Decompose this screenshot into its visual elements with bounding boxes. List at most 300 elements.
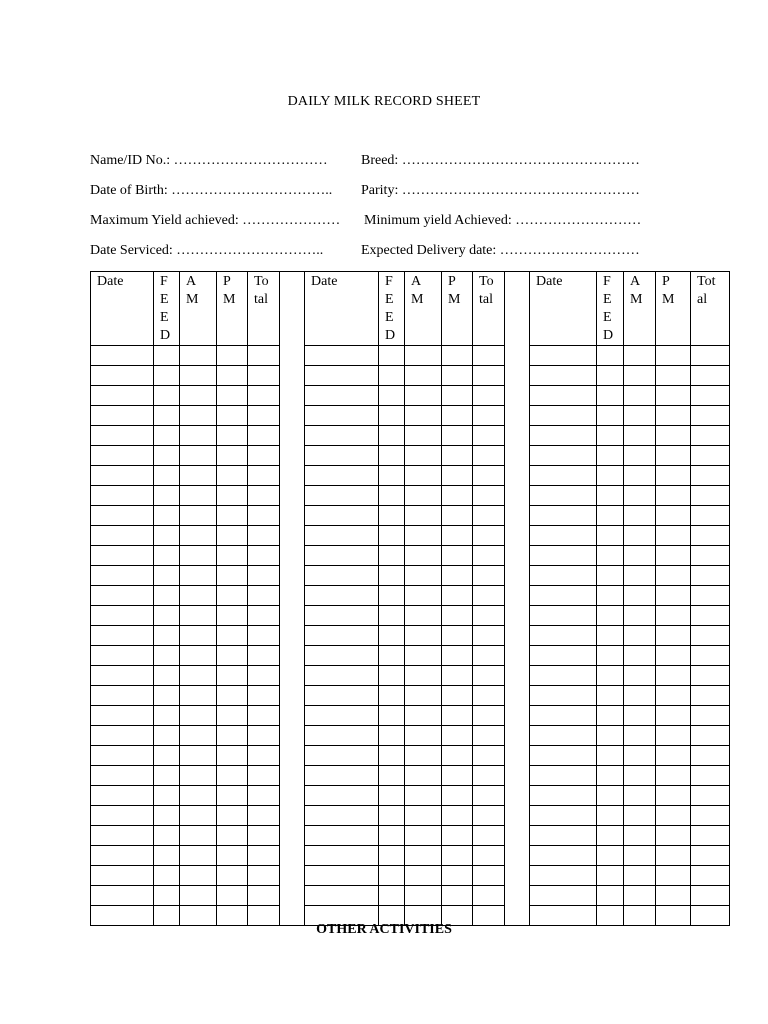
table-cell[interactable] <box>217 446 248 466</box>
table-cell[interactable] <box>442 486 473 506</box>
table-cell[interactable] <box>530 586 597 606</box>
table-cell[interactable] <box>180 686 217 706</box>
table-cell[interactable] <box>91 886 154 906</box>
table-cell[interactable] <box>217 466 248 486</box>
table-cell[interactable] <box>442 666 473 686</box>
table-cell[interactable] <box>597 366 624 386</box>
table-cell[interactable] <box>473 506 505 526</box>
table-cell[interactable] <box>91 646 154 666</box>
table-cell[interactable] <box>656 446 691 466</box>
table-cell[interactable] <box>624 646 656 666</box>
table-cell[interactable] <box>597 346 624 366</box>
table-cell[interactable] <box>473 706 505 726</box>
table-cell[interactable] <box>691 506 730 526</box>
table-cell[interactable] <box>442 886 473 906</box>
table-cell[interactable] <box>405 626 442 646</box>
table-cell[interactable] <box>379 786 405 806</box>
table-cell[interactable] <box>624 826 656 846</box>
table-cell[interactable] <box>530 606 597 626</box>
table-cell[interactable] <box>379 586 405 606</box>
table-cell[interactable] <box>473 446 505 466</box>
table-cell[interactable] <box>442 426 473 446</box>
table-cell[interactable] <box>217 766 248 786</box>
table-cell[interactable] <box>248 706 280 726</box>
table-cell[interactable] <box>442 746 473 766</box>
table-cell[interactable] <box>442 466 473 486</box>
table-cell[interactable] <box>530 366 597 386</box>
table-cell[interactable] <box>305 606 379 626</box>
table-cell[interactable] <box>597 786 624 806</box>
table-cell[interactable] <box>530 686 597 706</box>
table-cell[interactable] <box>180 706 217 726</box>
table-cell[interactable] <box>154 686 180 706</box>
table-cell[interactable] <box>305 486 379 506</box>
table-cell[interactable] <box>180 626 217 646</box>
table-cell[interactable] <box>180 886 217 906</box>
table-cell[interactable] <box>442 546 473 566</box>
table-cell[interactable] <box>180 726 217 746</box>
table-cell[interactable] <box>305 686 379 706</box>
table-cell[interactable] <box>180 806 217 826</box>
table-cell[interactable] <box>248 846 280 866</box>
table-cell[interactable] <box>217 646 248 666</box>
table-cell[interactable] <box>530 746 597 766</box>
table-cell[interactable] <box>305 526 379 546</box>
table-cell[interactable] <box>405 706 442 726</box>
table-cell[interactable] <box>473 646 505 666</box>
table-cell[interactable] <box>656 486 691 506</box>
table-cell[interactable] <box>154 366 180 386</box>
table-cell[interactable] <box>691 746 730 766</box>
table-cell[interactable] <box>248 886 280 906</box>
table-cell[interactable] <box>305 746 379 766</box>
table-cell[interactable] <box>217 606 248 626</box>
table-cell[interactable] <box>530 626 597 646</box>
table-cell[interactable] <box>442 766 473 786</box>
table-cell[interactable] <box>656 766 691 786</box>
minimum-yield-field[interactable]: Minimum yield Achieved: ……………………… <box>364 213 642 228</box>
table-cell[interactable] <box>248 466 280 486</box>
table-cell[interactable] <box>442 686 473 706</box>
table-cell[interactable] <box>530 846 597 866</box>
table-cell[interactable] <box>691 786 730 806</box>
table-cell[interactable] <box>180 506 217 526</box>
table-cell[interactable] <box>691 406 730 426</box>
table-cell[interactable] <box>530 466 597 486</box>
table-cell[interactable] <box>405 346 442 366</box>
table-cell[interactable] <box>305 646 379 666</box>
table-cell[interactable] <box>305 506 379 526</box>
table-cell[interactable] <box>442 806 473 826</box>
table-cell[interactable] <box>154 546 180 566</box>
table-cell[interactable] <box>442 346 473 366</box>
table-cell[interactable] <box>91 866 154 886</box>
table-cell[interactable] <box>180 586 217 606</box>
table-cell[interactable] <box>624 546 656 566</box>
table-cell[interactable] <box>217 486 248 506</box>
table-cell[interactable] <box>442 626 473 646</box>
table-cell[interactable] <box>691 626 730 646</box>
table-cell[interactable] <box>473 806 505 826</box>
table-cell[interactable] <box>180 486 217 506</box>
table-cell[interactable] <box>91 706 154 726</box>
date-of-birth-field[interactable]: Date of Birth: …………………………….. <box>90 183 333 198</box>
table-cell[interactable] <box>217 806 248 826</box>
table-cell[interactable] <box>405 526 442 546</box>
table-cell[interactable] <box>473 826 505 846</box>
table-cell[interactable] <box>473 846 505 866</box>
table-cell[interactable] <box>405 726 442 746</box>
table-cell[interactable] <box>305 366 379 386</box>
table-cell[interactable] <box>473 686 505 706</box>
table-cell[interactable] <box>442 826 473 846</box>
table-cell[interactable] <box>305 866 379 886</box>
table-cell[interactable] <box>691 886 730 906</box>
table-cell[interactable] <box>691 686 730 706</box>
table-cell[interactable] <box>691 866 730 886</box>
table-cell[interactable] <box>405 886 442 906</box>
table-cell[interactable] <box>180 346 217 366</box>
table-cell[interactable] <box>656 466 691 486</box>
table-cell[interactable] <box>530 386 597 406</box>
table-cell[interactable] <box>530 526 597 546</box>
table-cell[interactable] <box>597 606 624 626</box>
table-cell[interactable] <box>180 866 217 886</box>
table-cell[interactable] <box>379 646 405 666</box>
table-cell[interactable] <box>656 826 691 846</box>
table-cell[interactable] <box>154 426 180 446</box>
table-cell[interactable] <box>530 406 597 426</box>
table-cell[interactable] <box>248 586 280 606</box>
table-cell[interactable] <box>379 366 405 386</box>
table-cell[interactable] <box>597 726 624 746</box>
table-cell[interactable] <box>473 886 505 906</box>
table-cell[interactable] <box>154 826 180 846</box>
table-cell[interactable] <box>691 666 730 686</box>
table-cell[interactable] <box>217 546 248 566</box>
table-cell[interactable] <box>248 526 280 546</box>
table-cell[interactable] <box>217 506 248 526</box>
table-cell[interactable] <box>597 886 624 906</box>
table-cell[interactable] <box>691 826 730 846</box>
table-cell[interactable] <box>691 726 730 746</box>
table-cell[interactable] <box>656 806 691 826</box>
table-cell[interactable] <box>154 506 180 526</box>
table-cell[interactable] <box>656 846 691 866</box>
table-cell[interactable] <box>597 666 624 686</box>
table-cell[interactable] <box>305 766 379 786</box>
table-cell[interactable] <box>91 346 154 366</box>
table-cell[interactable] <box>624 866 656 886</box>
table-cell[interactable] <box>405 486 442 506</box>
table-cell[interactable] <box>217 886 248 906</box>
table-cell[interactable] <box>597 486 624 506</box>
table-cell[interactable] <box>656 646 691 666</box>
table-cell[interactable] <box>91 586 154 606</box>
table-cell[interactable] <box>530 806 597 826</box>
table-cell[interactable] <box>91 466 154 486</box>
table-cell[interactable] <box>217 406 248 426</box>
table-cell[interactable] <box>624 786 656 806</box>
table-cell[interactable] <box>305 806 379 826</box>
table-cell[interactable] <box>154 346 180 366</box>
table-cell[interactable] <box>154 526 180 546</box>
table-cell[interactable] <box>442 606 473 626</box>
table-cell[interactable] <box>405 586 442 606</box>
table-cell[interactable] <box>379 466 405 486</box>
table-cell[interactable] <box>656 746 691 766</box>
table-cell[interactable] <box>379 526 405 546</box>
table-cell[interactable] <box>473 406 505 426</box>
table-cell[interactable] <box>597 386 624 406</box>
table-cell[interactable] <box>217 786 248 806</box>
table-cell[interactable] <box>656 626 691 646</box>
table-cell[interactable] <box>473 526 505 546</box>
table-cell[interactable] <box>248 866 280 886</box>
table-cell[interactable] <box>442 566 473 586</box>
table-cell[interactable] <box>530 566 597 586</box>
table-cell[interactable] <box>180 546 217 566</box>
table-cell[interactable] <box>530 506 597 526</box>
table-cell[interactable] <box>154 406 180 426</box>
table-cell[interactable] <box>473 866 505 886</box>
table-cell[interactable] <box>154 446 180 466</box>
table-cell[interactable] <box>379 726 405 746</box>
table-cell[interactable] <box>305 406 379 426</box>
table-cell[interactable] <box>248 746 280 766</box>
table-cell[interactable] <box>442 846 473 866</box>
parity-field[interactable]: Parity: …………………………………………… <box>361 183 640 198</box>
table-cell[interactable] <box>379 886 405 906</box>
table-cell[interactable] <box>91 386 154 406</box>
table-cell[interactable] <box>180 666 217 686</box>
table-cell[interactable] <box>530 866 597 886</box>
table-cell[interactable] <box>379 706 405 726</box>
table-cell[interactable] <box>305 706 379 726</box>
table-cell[interactable] <box>405 546 442 566</box>
table-cell[interactable] <box>180 646 217 666</box>
table-cell[interactable] <box>305 386 379 406</box>
table-cell[interactable] <box>305 586 379 606</box>
table-cell[interactable] <box>597 626 624 646</box>
table-cell[interactable] <box>217 666 248 686</box>
table-cell[interactable] <box>248 606 280 626</box>
table-cell[interactable] <box>217 626 248 646</box>
table-cell[interactable] <box>656 346 691 366</box>
table-cell[interactable] <box>597 686 624 706</box>
table-cell[interactable] <box>691 586 730 606</box>
table-cell[interactable] <box>405 446 442 466</box>
table-cell[interactable] <box>691 486 730 506</box>
table-cell[interactable] <box>305 886 379 906</box>
table-cell[interactable] <box>154 566 180 586</box>
table-cell[interactable] <box>379 626 405 646</box>
table-cell[interactable] <box>442 406 473 426</box>
table-cell[interactable] <box>180 786 217 806</box>
table-cell[interactable] <box>154 786 180 806</box>
table-cell[interactable] <box>624 466 656 486</box>
table-cell[interactable] <box>624 346 656 366</box>
table-cell[interactable] <box>473 346 505 366</box>
table-cell[interactable] <box>91 486 154 506</box>
table-cell[interactable] <box>180 566 217 586</box>
table-cell[interactable] <box>530 546 597 566</box>
table-cell[interactable] <box>379 666 405 686</box>
table-cell[interactable] <box>473 466 505 486</box>
table-cell[interactable] <box>473 766 505 786</box>
table-cell[interactable] <box>656 526 691 546</box>
table-cell[interactable] <box>473 586 505 606</box>
table-cell[interactable] <box>530 346 597 366</box>
table-cell[interactable] <box>473 366 505 386</box>
table-cell[interactable] <box>405 506 442 526</box>
table-cell[interactable] <box>248 686 280 706</box>
table-cell[interactable] <box>379 546 405 566</box>
table-cell[interactable] <box>154 806 180 826</box>
table-cell[interactable] <box>305 666 379 686</box>
table-cell[interactable] <box>656 406 691 426</box>
table-cell[interactable] <box>691 526 730 546</box>
table-cell[interactable] <box>154 866 180 886</box>
table-cell[interactable] <box>154 606 180 626</box>
table-cell[interactable] <box>691 546 730 566</box>
table-cell[interactable] <box>405 606 442 626</box>
table-cell[interactable] <box>217 706 248 726</box>
table-cell[interactable] <box>180 386 217 406</box>
table-cell[interactable] <box>154 706 180 726</box>
table-cell[interactable] <box>154 846 180 866</box>
table-cell[interactable] <box>180 446 217 466</box>
table-cell[interactable] <box>597 826 624 846</box>
table-cell[interactable] <box>248 346 280 366</box>
table-cell[interactable] <box>530 446 597 466</box>
table-cell[interactable] <box>180 746 217 766</box>
table-cell[interactable] <box>597 526 624 546</box>
table-cell[interactable] <box>379 566 405 586</box>
table-cell[interactable] <box>597 546 624 566</box>
table-cell[interactable] <box>379 606 405 626</box>
expected-delivery-field[interactable]: Expected Delivery date: ………………………… <box>361 243 640 258</box>
table-cell[interactable] <box>656 586 691 606</box>
table-cell[interactable] <box>305 466 379 486</box>
table-cell[interactable] <box>248 806 280 826</box>
table-cell[interactable] <box>91 406 154 426</box>
table-cell[interactable] <box>305 726 379 746</box>
table-cell[interactable] <box>530 886 597 906</box>
table-cell[interactable] <box>379 446 405 466</box>
table-cell[interactable] <box>597 866 624 886</box>
table-cell[interactable] <box>405 566 442 586</box>
table-cell[interactable] <box>442 386 473 406</box>
table-cell[interactable] <box>405 766 442 786</box>
table-cell[interactable] <box>597 406 624 426</box>
table-cell[interactable] <box>473 486 505 506</box>
table-cell[interactable] <box>154 886 180 906</box>
table-cell[interactable] <box>656 786 691 806</box>
table-cell[interactable] <box>91 566 154 586</box>
table-cell[interactable] <box>248 366 280 386</box>
table-cell[interactable] <box>217 746 248 766</box>
table-cell[interactable] <box>154 766 180 786</box>
table-cell[interactable] <box>656 426 691 446</box>
table-cell[interactable] <box>405 786 442 806</box>
table-cell[interactable] <box>473 546 505 566</box>
table-cell[interactable] <box>405 426 442 446</box>
table-cell[interactable] <box>248 506 280 526</box>
table-cell[interactable] <box>597 426 624 446</box>
table-cell[interactable] <box>691 806 730 826</box>
table-cell[interactable] <box>217 566 248 586</box>
table-cell[interactable] <box>656 866 691 886</box>
table-cell[interactable] <box>624 406 656 426</box>
table-cell[interactable] <box>305 786 379 806</box>
table-cell[interactable] <box>691 606 730 626</box>
table-cell[interactable] <box>305 546 379 566</box>
table-cell[interactable] <box>691 466 730 486</box>
table-cell[interactable] <box>379 846 405 866</box>
table-cell[interactable] <box>597 806 624 826</box>
table-cell[interactable] <box>217 846 248 866</box>
table-cell[interactable] <box>91 786 154 806</box>
table-cell[interactable] <box>442 646 473 666</box>
table-cell[interactable] <box>91 446 154 466</box>
table-cell[interactable] <box>473 566 505 586</box>
table-cell[interactable] <box>217 526 248 546</box>
table-cell[interactable] <box>154 386 180 406</box>
table-cell[interactable] <box>91 686 154 706</box>
table-cell[interactable] <box>217 426 248 446</box>
table-cell[interactable] <box>405 806 442 826</box>
table-cell[interactable] <box>691 566 730 586</box>
table-cell[interactable] <box>248 386 280 406</box>
table-cell[interactable] <box>180 526 217 546</box>
table-cell[interactable] <box>379 866 405 886</box>
table-cell[interactable] <box>691 766 730 786</box>
table-cell[interactable] <box>656 366 691 386</box>
table-cell[interactable] <box>530 826 597 846</box>
table-cell[interactable] <box>691 446 730 466</box>
table-cell[interactable] <box>379 746 405 766</box>
table-cell[interactable] <box>442 706 473 726</box>
table-cell[interactable] <box>656 886 691 906</box>
table-cell[interactable] <box>379 426 405 446</box>
table-cell[interactable] <box>597 846 624 866</box>
table-cell[interactable] <box>442 866 473 886</box>
table-cell[interactable] <box>154 746 180 766</box>
table-cell[interactable] <box>217 366 248 386</box>
table-cell[interactable] <box>656 686 691 706</box>
table-cell[interactable] <box>624 686 656 706</box>
table-cell[interactable] <box>248 766 280 786</box>
table-cell[interactable] <box>442 586 473 606</box>
table-cell[interactable] <box>180 466 217 486</box>
table-cell[interactable] <box>305 426 379 446</box>
table-cell[interactable] <box>305 826 379 846</box>
table-cell[interactable] <box>624 566 656 586</box>
table-cell[interactable] <box>217 686 248 706</box>
table-cell[interactable] <box>597 506 624 526</box>
table-cell[interactable] <box>405 386 442 406</box>
table-cell[interactable] <box>530 666 597 686</box>
table-cell[interactable] <box>154 646 180 666</box>
table-cell[interactable] <box>91 846 154 866</box>
table-cell[interactable] <box>180 846 217 866</box>
table-cell[interactable] <box>91 826 154 846</box>
table-cell[interactable] <box>379 686 405 706</box>
table-cell[interactable] <box>154 586 180 606</box>
table-cell[interactable] <box>180 426 217 446</box>
table-cell[interactable] <box>217 726 248 746</box>
